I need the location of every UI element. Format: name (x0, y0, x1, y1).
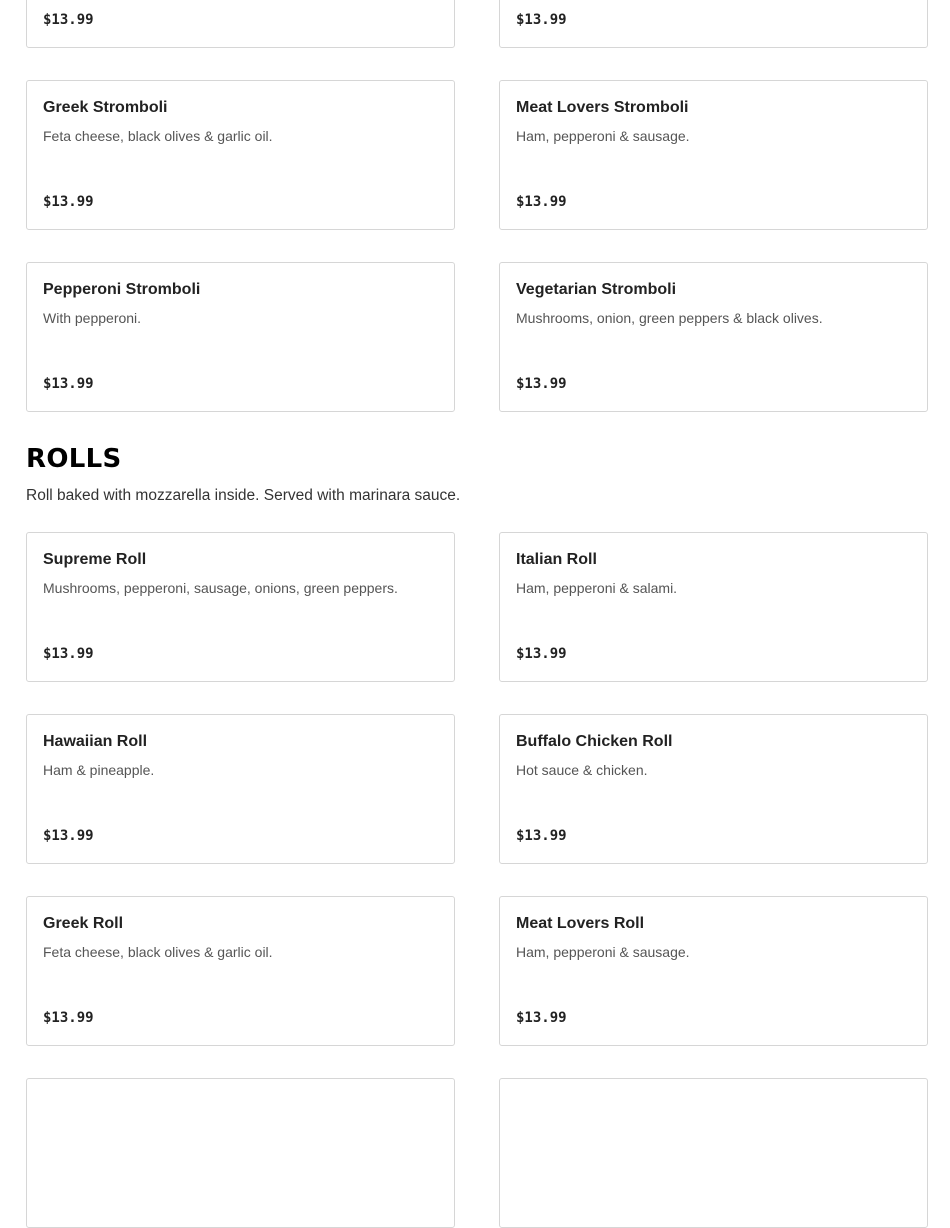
menu-item-card[interactable] (26, 896, 455, 1046)
menu-item-card[interactable] (499, 1078, 928, 1228)
menu-item-price: $13.99 (43, 194, 94, 210)
menu-item-price: $13.99 (516, 646, 567, 662)
menu-item-price: $13.99 (43, 828, 94, 844)
menu-item-price: $13.99 (43, 376, 94, 392)
menu-item-name: Supreme Roll (43, 551, 147, 568)
menu-item-price: $13.99 (43, 646, 94, 662)
menu-item-name: Meat Lovers Roll (516, 915, 645, 932)
menu-item-card[interactable] (26, 532, 455, 682)
menu-item-price: $13.99 (516, 12, 567, 28)
section-title-rolls: ROLLS (26, 444, 122, 474)
stromboli-item-grid (26, 0, 928, 412)
menu-item-name: Vegetarian Stromboli (516, 281, 677, 298)
rolls-item-grid (26, 532, 928, 1228)
menu-item-card[interactable] (26, 1078, 455, 1228)
menu-item-card[interactable] (499, 714, 928, 864)
menu-item-description: Ham, pepperoni & sausage. (516, 944, 690, 960)
menu-item-description: Ham, pepperoni & salami. (516, 580, 678, 596)
menu-item-card[interactable] (26, 80, 455, 230)
menu-item-description: Feta cheese, black olives & garlic oil. (43, 944, 273, 960)
menu-item-card[interactable] (26, 0, 455, 48)
menu-item-card[interactable] (499, 532, 928, 682)
menu-item-description: Ham & pineapple. (43, 762, 155, 778)
section-description-rolls: Roll baked with mozzarella inside. Served with marinara sauce. (26, 487, 461, 504)
menu-item-price: $13.99 (43, 12, 94, 28)
menu-item-price: $13.99 (43, 1010, 94, 1026)
menu-item-card[interactable] (499, 80, 928, 230)
menu-item-name: Greek Roll (43, 915, 124, 932)
menu-item-name: Hawaiian Roll (43, 733, 148, 750)
menu-item-name: Meat Lovers Stromboli (516, 99, 689, 116)
menu-item-card[interactable] (26, 714, 455, 864)
menu-item-price: $13.99 (516, 828, 567, 844)
menu-item-name: Buffalo Chicken Roll (516, 733, 673, 750)
menu-item-card[interactable] (26, 262, 455, 412)
menu-item-description: Hot sauce & chicken. (516, 762, 648, 778)
menu-item-price: $13.99 (516, 194, 567, 210)
menu-item-description: Ham, pepperoni & sausage. (516, 128, 690, 144)
menu-item-card[interactable] (499, 896, 928, 1046)
menu-item-price: $13.99 (516, 1010, 567, 1026)
menu-item-name: Pepperoni Stromboli (43, 281, 201, 298)
menu-item-price: $13.99 (516, 376, 567, 392)
menu-item-name: Greek Stromboli (43, 99, 168, 116)
menu-item-description: With pepperoni. (43, 310, 142, 326)
menu-item-description: Feta cheese, black olives & garlic oil. (43, 128, 273, 144)
menu-item-name: Italian Roll (516, 551, 597, 568)
menu-item-card[interactable] (499, 0, 928, 48)
menu-item-description: Mushrooms, onion, green peppers & black olives. (516, 310, 823, 326)
menu-item-card[interactable] (499, 262, 928, 412)
menu-item-description: Mushrooms, pepperoni, sausage, onions, green peppers. (43, 580, 398, 596)
